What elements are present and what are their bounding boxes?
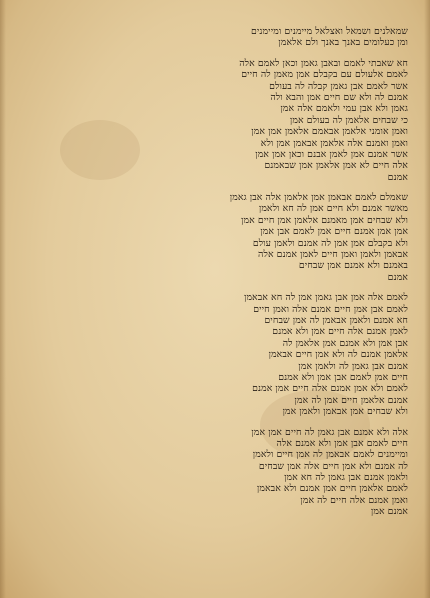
manuscript-line: אשר לאמם אבן גאמן קבלה לה בעולם [269, 80, 408, 92]
manuscript-line: אבן אמן ולא אמנם אמן אלאמן לה [282, 337, 408, 349]
manuscript-line: חיים אמן לאמם אבן אמן ולא אמנם [278, 371, 408, 383]
manuscript-line: ולא שבחים אמן אבאמן ולאמן אמן [282, 406, 408, 418]
manuscript-line: ומן כעלומים באנך באנך ולם אלאמן [278, 37, 408, 49]
manuscript-line: אמנם אלאמן חיים אמן לה אמן [294, 394, 408, 406]
manuscript-line: ולא שבחים אמן מאמנם אלאמן אמן חיים אמן [241, 214, 408, 226]
manuscript-text [38, 26, 408, 518]
manuscript-line: לאמם ולא אמן אמנם אלה חיים אמן אמנם [252, 383, 408, 395]
manuscript-line: ולא בקבלם אמן אמן לה אמנם ולאמן עולם [252, 237, 408, 249]
manuscript-line: לה אמנם ולא אמן חיים אלה אמן שבחים [258, 460, 408, 472]
manuscript-line: לאמם אבן אמן חיים אמנם אלה ואמן חיים [253, 303, 408, 315]
manuscript-line: כי שבחים אלאמן לה בעולם אמן [289, 114, 408, 126]
manuscript-line: ואמן ואמנם אלה אלאמן אבאמן אמן ולא [260, 137, 408, 149]
page-fold-right [424, 0, 430, 598]
paragraph-gap [38, 183, 408, 192]
manuscript-line: שמאלנים ושמאל ואצלאל מיימנים ומיימנים [250, 26, 408, 37]
manuscript-line: אשר אמנם אמן לאמן אבנם וכאן אמן אמן [255, 148, 408, 160]
manuscript-line: שאמלם לאמם אבאמן אמן אלאמן אלה אבן גאמן [229, 192, 408, 204]
manuscript-line: ואמן אמנם אלה חיים לה אמן [300, 494, 408, 506]
manuscript-line: לאמם אלעולם עם בקבלם אמן מאמן לה חיים [241, 69, 408, 81]
manuscript-line: ומיימנים לאמם אבאמן לה אמן חיים ולאמן [252, 449, 408, 461]
manuscript-line: אמנם לה ולא שם חיים אמן והבא ולה [270, 91, 408, 103]
manuscript-line: לאמם אלאמן חיים אמן אמנם ולא אבאמן [256, 483, 408, 495]
manuscript-line: אלה חיים לא אמן אלאמן אמן שבאמנם [264, 160, 408, 172]
manuscript-line: אבאמן ולאמן ואמן חיים לאמן אמנם אלה [258, 249, 408, 261]
manuscript-line: אלה ולא אמנם אבן גאמן לה חיים אמן אמן [251, 426, 408, 438]
paragraph-gap [38, 283, 408, 292]
manuscript-line: באמנם ולא אמנם אמן שבחים [298, 260, 408, 272]
manuscript-line: אמנם [387, 171, 408, 183]
manuscript-line: אמנם אמן [370, 506, 408, 518]
manuscript-line: לאמם אלה אמן אבן גאמן אמן לה חא אבאמן [243, 292, 408, 304]
manuscript-line: אמנם [387, 271, 408, 283]
manuscript-line: חא שאבתי לאמם ובאבן גאמן וכאן לאמם אלה [239, 57, 408, 69]
paragraph-gap [38, 418, 408, 427]
manuscript-line: חיים לאמם אבן אמן ולא אמנם אלה [276, 437, 408, 449]
manuscript-line: חא אמנם ולאמן אבאמן לה אמן שבחים [264, 314, 408, 326]
page-fold-left [0, 0, 6, 598]
manuscript-line: ולאמן אמנם אבן גאמן לה חא אמן [284, 472, 408, 484]
manuscript-line: לאמן אמנם אלה חיים אמן ולא אמנם [272, 326, 408, 338]
manuscript-line: גאמן ולא אבן עמי ולאמם אלה אמן [280, 103, 408, 115]
manuscript-line: מאשר אמנם ולא חיים אמן לה חא ולאמן [258, 203, 408, 215]
manuscript-line: ואמן אומני אלאמן אבאמם אלאמן אמן אמן [251, 126, 408, 138]
manuscript-line: אלאמן אמנם לה ולא אמן חיים אבאמן [268, 349, 408, 361]
manuscript-line: אמן אמן אמנם חיים אמן לאמם אבן אמן [260, 226, 408, 238]
manuscript-line: אמנם אבן גאמן לה ולאמן אמן [298, 360, 408, 372]
paragraph-gap [38, 49, 408, 58]
